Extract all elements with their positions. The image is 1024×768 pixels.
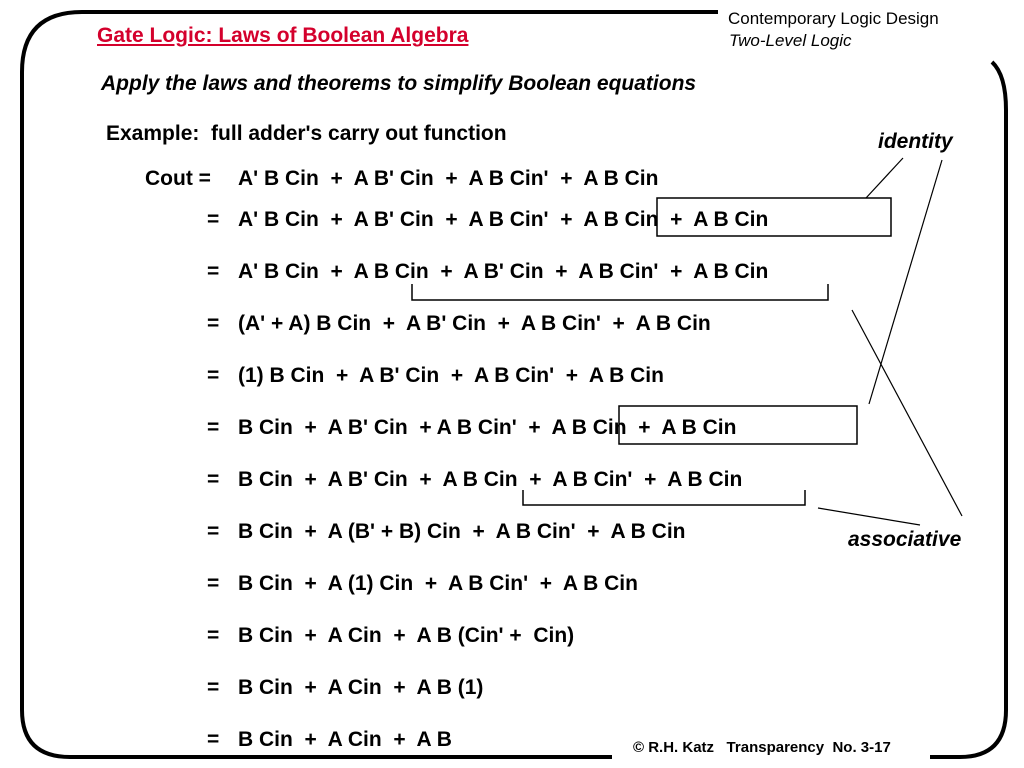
equation-rhs: B Cin + A (1) Cin + A B Cin' + A B Cin: [238, 572, 638, 595]
slide-border-right: [930, 62, 1006, 757]
equation-lhs: =: [207, 208, 220, 231]
footer-credit: © R.H. Katz Transparency No. 3-17: [633, 739, 891, 756]
equation-lhs: =: [207, 676, 220, 699]
slide-title: Gate Logic: Laws of Boolean Algebra: [97, 24, 469, 47]
equation-lhs: =: [207, 728, 220, 751]
equation-lhs: =: [207, 468, 220, 491]
associative-bracket-1: [412, 284, 828, 300]
equation-rhs: B Cin + A B' Cin + A B Cin' + A B Cin + A B Cin: [238, 416, 737, 439]
equation-lhs: =: [207, 364, 220, 387]
equation-rhs: B Cin + A Cin + A B (Cin' + Cin): [238, 624, 575, 647]
example-label: Example: full adder's carry out function: [106, 122, 507, 145]
equation-rhs: (A' + A) B Cin + A B' Cin + A B Cin' + A B Cin: [238, 312, 711, 335]
equation-lhs: =: [207, 312, 220, 335]
equation-lhs: =: [207, 624, 220, 647]
associative-label: associative: [848, 528, 962, 551]
equation-lhs: =: [207, 572, 220, 595]
associative-pointer-2: [818, 508, 920, 525]
equation-rhs: B Cin + A B' Cin + A B Cin + A B Cin' + A B Cin: [238, 468, 743, 491]
equation-lhs: Cout =: [145, 167, 211, 190]
equation-lhs: =: [207, 416, 220, 439]
equation-lhs: =: [207, 260, 220, 283]
equation-rhs: B Cin + A Cin + A B (1): [238, 676, 484, 699]
identity-pointer-2: [869, 160, 942, 404]
identity-pointer-1: [866, 158, 903, 198]
slide-subtitle: Apply the laws and theorems to simplify Boolean equations: [101, 72, 697, 95]
equation-lhs: =: [207, 520, 220, 543]
identity-label: identity: [878, 130, 953, 153]
equation-rhs: B Cin + A (B' + B) Cin + A B Cin' + A B Cin: [238, 520, 686, 543]
equation-rhs: A' B Cin + A B Cin + A B' Cin + A B Cin' + A B Cin: [238, 260, 769, 283]
course-name: Contemporary Logic Design: [728, 9, 939, 28]
equation-rhs: A' B Cin + A B' Cin + A B Cin' + A B Cin + A B Cin: [238, 208, 769, 231]
associative-bracket-2: [523, 490, 805, 505]
associative-pointer-1: [852, 310, 962, 516]
equation-rhs: (1) B Cin + A B' Cin + A B Cin' + A B Cin: [238, 364, 664, 387]
chapter-name: Two-Level Logic: [729, 31, 852, 50]
equation-rhs: B Cin + A Cin + A B: [238, 728, 452, 751]
equation-rhs: A' B Cin + A B' Cin + A B Cin' + A B Cin: [238, 167, 659, 190]
